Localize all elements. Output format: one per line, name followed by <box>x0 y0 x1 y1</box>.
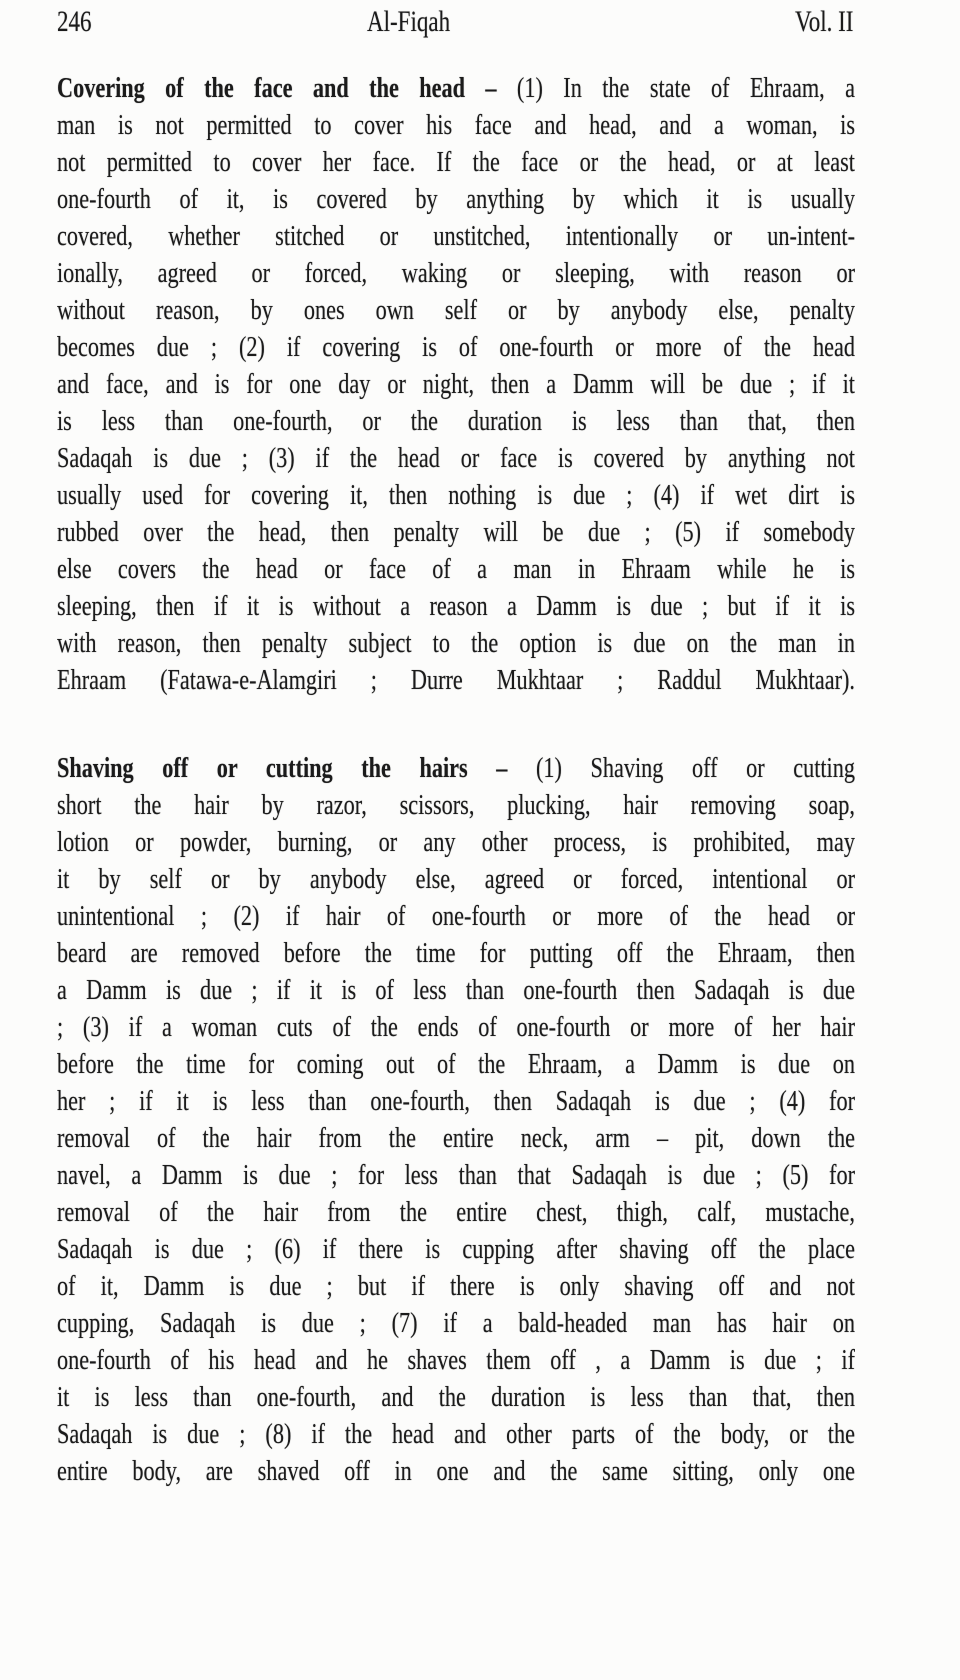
text-line: navel, a Damm is due ; for less than that Sadaqah is due ; (5) for <box>57 1159 855 1191</box>
text-line: Sadaqah is due ; (3) if the head or face is covered by anything not <box>57 442 855 474</box>
text-line: not permitted to cover her face. If the face or the head, or at least <box>57 146 855 178</box>
page-header <box>57 2 855 46</box>
text-line: short the hair by razor, scissors, plucking, hair removing soap, <box>57 789 855 821</box>
volume-label: Vol. II <box>795 5 854 38</box>
text-line: a Damm is due ; if it is of less than one-fourth then Sadaqah is due <box>57 974 855 1006</box>
text-line-rest: (1) In the state of Ehraam, a <box>516 72 855 104</box>
text-line: removal of the hair from the entire neck, arm – pit, down the <box>57 1122 855 1154</box>
text-line: becomes due ; (2) if covering is of one-fourth or more of the head <box>57 331 855 363</box>
text-line: it is less than one-fourth, and the duration is less than that, then <box>57 1381 855 1413</box>
text-line: Ehraam (Fatawa-e-Alamgiri ; Durre Mukhtaar ; Raddul Mukhtaar). <box>57 664 855 696</box>
text-line: lotion or powder, burning, or any other process, is prohibited, may <box>57 826 855 858</box>
paragraph-covering-face-head <box>57 70 855 699</box>
paragraph-shaving-cutting-hairs <box>57 750 855 1490</box>
text-line: beard are removed before the time for putting off the Ehraam, then <box>57 937 855 969</box>
text-line: her ; if it is less than one-fourth, then Sadaqah is due ; (4) for <box>57 1085 855 1117</box>
paragraph-heading: Shaving off or cutting the hairs – <box>57 752 536 784</box>
text-line <box>57 70 855 107</box>
text-line: without reason, by ones own self or by anybody else, penalty <box>57 294 855 326</box>
text-line-rest: (1) Shaving off or cutting <box>535 752 855 784</box>
text-line: one-fourth of it, is covered by anything by which it is usually <box>57 183 855 215</box>
text-line: else covers the head or face of a man in Ehraam while he is <box>57 553 855 585</box>
text-line: and face, and is for one day or night, then a Damm will be due ; if it <box>57 368 855 400</box>
text-line: covered, whether stitched or unstitched, intentionally or un-intent- <box>57 220 855 252</box>
text-line: entire body, are shaved off in one and the same sitting, only one <box>57 1455 855 1487</box>
text-line: usually used for covering it, then nothing is due ; (4) if wet dirt is <box>57 479 855 511</box>
text-line <box>57 750 855 787</box>
text-line: removal of the hair from the entire chest, thigh, calf, mustache, <box>57 1196 855 1228</box>
text-line: unintentional ; (2) if hair of one-fourth or more of the head or <box>57 900 855 932</box>
text-line: Sadaqah is due ; (8) if the head and other parts of the body, or the <box>57 1418 855 1450</box>
book-title: Al-Fiqah <box>366 5 451 38</box>
text-line: man is not permitted to cover his face and head, and a woman, is <box>57 109 855 141</box>
text-line: ; (3) if a woman cuts of the ends of one-fourth or more of her hair <box>57 1011 855 1043</box>
text-line: sleeping, then if it is without a reason a Damm is due ; but if it is <box>57 590 855 622</box>
page-number: 246 <box>57 5 92 38</box>
text-line: one-fourth of his head and he shaves them off , a Damm is due ; if <box>57 1344 855 1376</box>
text-line: cupping, Sadaqah is due ; (7) if a bald-headed man has hair on <box>57 1307 855 1339</box>
text-line: Sadaqah is due ; (6) if there is cupping after shaving off the place <box>57 1233 855 1265</box>
paragraph-heading: Covering of the face and the head – <box>57 72 517 104</box>
text-line: of it, Damm is due ; but if there is only shaving off and not <box>57 1270 855 1302</box>
text-line: before the time for coming out of the Ehraam, a Damm is due on <box>57 1048 855 1080</box>
text-line: it by self or by anybody else, agreed or forced, intentional or <box>57 863 855 895</box>
text-line: is less than one-fourth, or the duration is less than that, then <box>57 405 855 437</box>
text-line: rubbed over the head, then penalty will be due ; (5) if somebody <box>57 516 855 548</box>
text-line: ionally, agreed or forced, waking or sleeping, with reason or <box>57 257 855 289</box>
text-line: with reason, then penalty subject to the option is due on the man in <box>57 627 855 659</box>
